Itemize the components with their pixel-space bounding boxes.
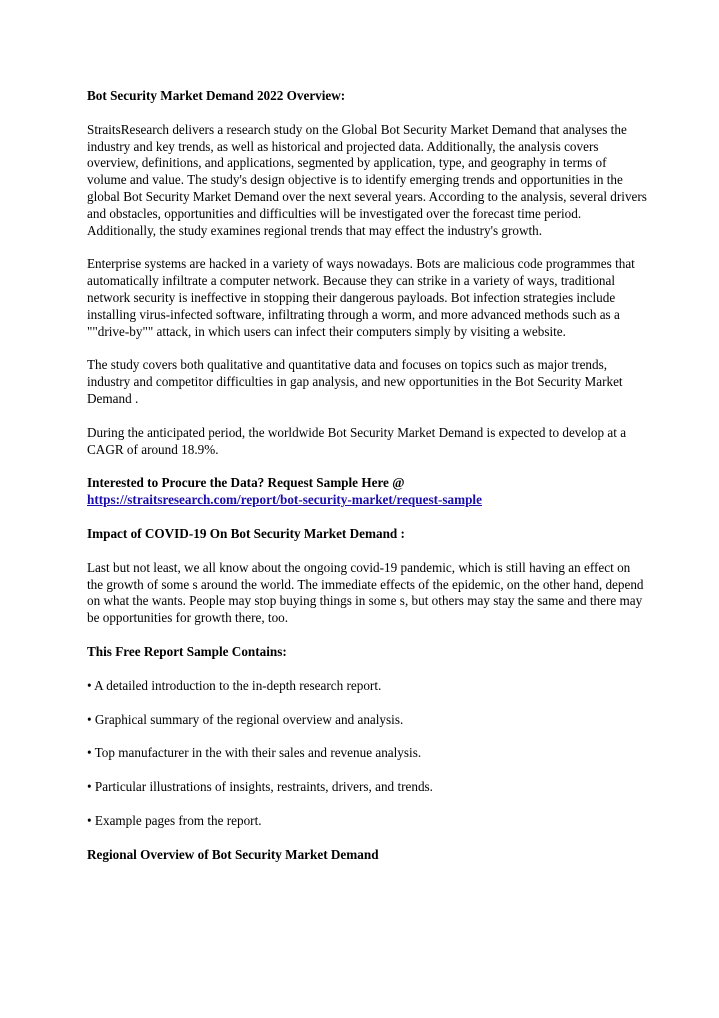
- covid-paragraph: Last but not least, we all know about the ongoing covid-19 pandemic, which is still having an effect on the growth of some s around the world. The immediate effects of the epidemic, on the other hand, depend on what the wants. People may stop buying things in some s, but others may stay the same and there may be opportunities for growth there, too.: [87, 559, 644, 626]
- sample-request-link[interactable]: https://straitsresearch.com/report/bot-security-market/request-sample: [87, 492, 482, 508]
- document-title: Bot Security Market Demand 2022 Overview:: [87, 88, 346, 103]
- list-item: • Particular illustrations of insights, restraints, drivers, and trends.: [87, 779, 433, 795]
- list-item: • A detailed introduction to the in-depth research report.: [87, 677, 382, 693]
- sample-request-label: Interested to Procure the Data? Request Sample Here @: [87, 475, 405, 491]
- enterprise-paragraph: Enterprise systems are hacked in a variety of ways nowadays. Bots are malicious code programmes that automatically infiltrate a computer network. Because they can strike in a variety of ways, traditional network security is ineffective in stopping their dangerous payloads. Bot infection strategies include installing virus-infected software, infiltrating through a worm, and more advanced methods such as a ""drive-by"" attack, in which users can infect their computers simply by visiting a website.: [87, 256, 635, 339]
- document-page: [87, 88, 647, 864]
- study-paragraph: The study covers both qualitative and quantitative data and focuses on topics such as major trends, industry and competitor difficulties in gap analysis, and new opportunities in the Bot Security Market Demand .: [87, 357, 623, 406]
- list-item: • Example pages from the report.: [87, 812, 262, 828]
- list-item: • Graphical summary of the regional overview and analysis.: [87, 711, 404, 727]
- cagr-paragraph: During the anticipated period, the worldwide Bot Security Market Demand is expected to develop at a CAGR of around 18.9%.: [87, 424, 627, 457]
- free-report-heading: This Free Report Sample Contains:: [87, 643, 287, 659]
- intro-paragraph: StraitsResearch delivers a research study on the Global Bot Security Market Demand that analyses the industry and key trends, as well as historical and projected data. Additionally, the analysis covers overview, definitions, and applications, segmented by application, type, and geography in terms of volume and value. The study's design objective is to identify emerging trends and opportunities in the global Bot Security Market Demand over the next several years. According to the analysis, several drivers and obstacles, opportunities and difficulties will be investigated over the forecast time period. Additionally, the study examines regional trends that may effect the industry's growth.: [87, 121, 647, 238]
- regional-heading: Regional Overview of Bot Security Market Demand: [87, 846, 379, 862]
- list-item: • Top manufacturer in the with their sales and revenue analysis.: [87, 745, 422, 761]
- covid-heading: Impact of COVID-19 On Bot Security Market Demand :: [87, 525, 405, 541]
